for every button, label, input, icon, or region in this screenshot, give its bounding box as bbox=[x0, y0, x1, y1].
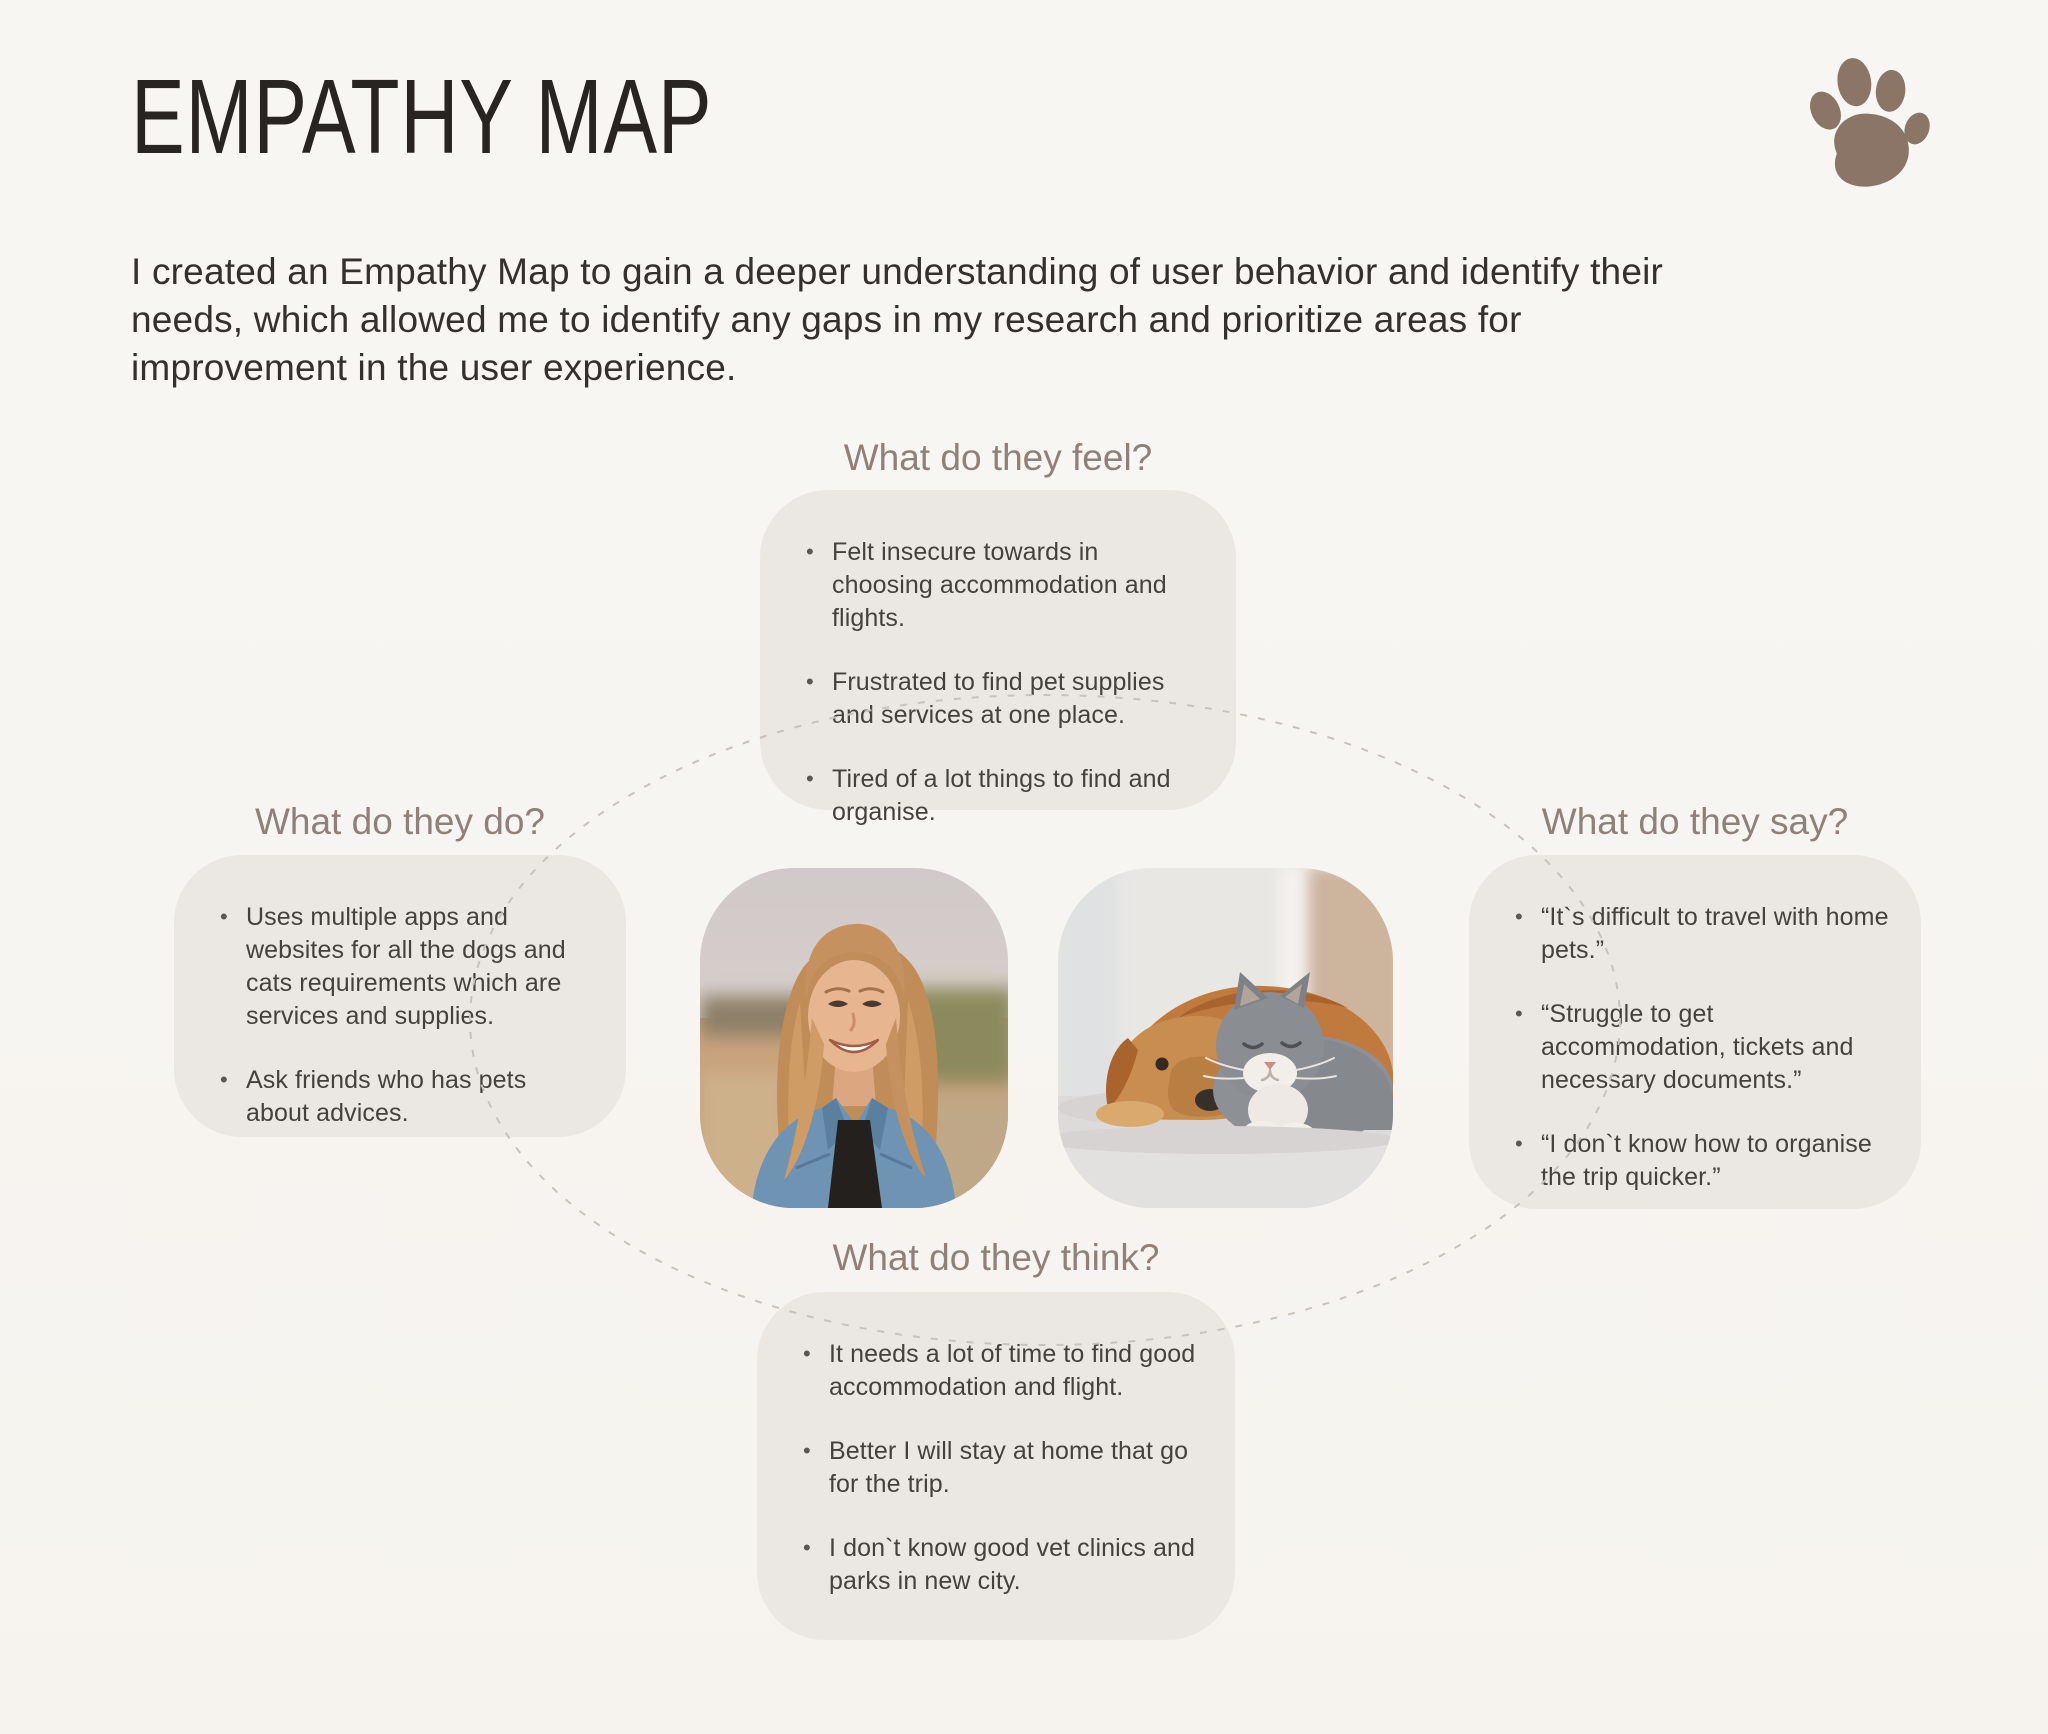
think-bullet-1: • It needs a lot of time to find good accommodation and flight. bbox=[801, 1338, 1205, 1404]
feel-bullet-1: • Felt insecure towards in choosing accommodation and flights. bbox=[804, 536, 1206, 635]
think-bullet-2: • Better I will stay at home that go for the trip. bbox=[801, 1435, 1205, 1501]
think-bullet-list bbox=[801, 1338, 1205, 1598]
say-card bbox=[1469, 855, 1921, 1209]
section-heading-feel: What do they feel? bbox=[843, 437, 1153, 478]
think-card bbox=[757, 1292, 1235, 1640]
feel-bullet-2: • Frustrated to find pet supplies and services at one place. bbox=[804, 666, 1206, 732]
section-heading-think: What do they think? bbox=[832, 1237, 1160, 1278]
section-heading-say: What do they say? bbox=[1541, 801, 1849, 842]
do-bullet-1: • Uses multiple apps and websites for all the dogs and cats requirements which are services and supplies. bbox=[218, 901, 596, 1033]
page-title: EMPATHY MAP bbox=[131, 58, 713, 176]
feel-bullet-3: • Tired of a lot things to find and organise. bbox=[804, 763, 1206, 829]
say-bullet-3: • “I don`t know how to organise the trip quicker.” bbox=[1513, 1128, 1891, 1194]
say-bullet-list bbox=[1513, 901, 1891, 1194]
paw-print-icon bbox=[1796, 40, 1942, 212]
say-bullet-1: • “It`s difficult to travel with home pets.” bbox=[1513, 901, 1891, 967]
do-bullet-2: • Ask friends who has pets about advices. bbox=[218, 1064, 596, 1130]
persona-photo-dog-cat bbox=[1058, 868, 1393, 1208]
do-bullet-list bbox=[218, 901, 596, 1130]
section-heading-do: What do they do? bbox=[254, 801, 546, 842]
think-bullet-3: • I don`t know good vet clinics and parks in new city. bbox=[801, 1532, 1205, 1598]
say-bullet-2: • “Struggle to get accommodation, tickets and necessary documents.” bbox=[1513, 998, 1891, 1097]
persona-photo-woman bbox=[700, 868, 1008, 1208]
intro-paragraph: I created an Empathy Map to gain a deeper understanding of user behavior and identify their needs, which allowed me to identify any gaps in my research and prioritize areas for improvement in the user experience. bbox=[131, 251, 1664, 388]
feel-card bbox=[760, 490, 1236, 826]
feel-bullet-list bbox=[804, 536, 1206, 829]
do-card bbox=[174, 855, 626, 1137]
